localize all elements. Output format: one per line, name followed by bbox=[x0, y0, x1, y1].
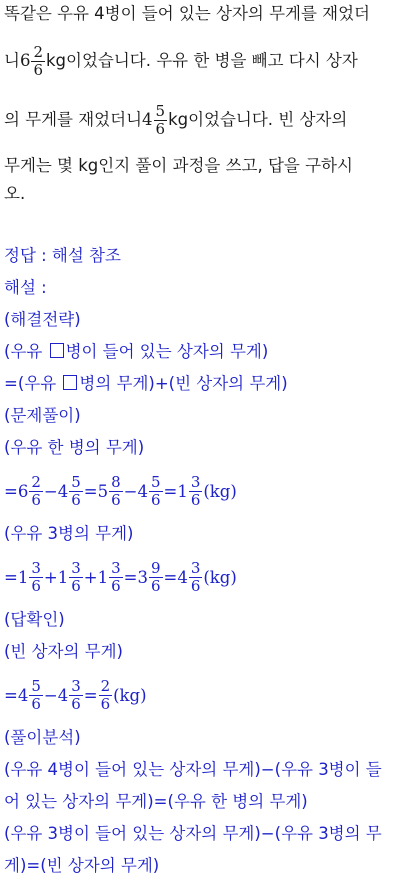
strategy-text: =(우유 bbox=[4, 374, 62, 393]
fraction-denominator: 6 bbox=[33, 60, 43, 79]
analysis-title: (풀이분석) bbox=[4, 728, 81, 747]
question-text: 의 무게를 재었더니 bbox=[4, 110, 143, 129]
fraction bbox=[69, 678, 83, 713]
fraction-denominator: 6 bbox=[190, 576, 201, 595]
equals-sign: = bbox=[83, 685, 98, 705]
question bbox=[4, 0, 396, 212]
mixed-number-whole: 1 bbox=[57, 567, 69, 587]
fraction-numerator: 2 bbox=[100, 676, 111, 695]
equation-1 bbox=[4, 464, 396, 518]
fraction-numerator: 5 bbox=[71, 472, 81, 491]
fraction-denominator: 6 bbox=[111, 490, 121, 509]
mixed-number-whole: 4 bbox=[17, 685, 29, 705]
fraction-numerator: 3 bbox=[190, 472, 201, 491]
question-text: kg이었습니다. 빈 상자의 bbox=[168, 110, 348, 129]
equals-sign: = bbox=[123, 567, 138, 587]
fraction bbox=[31, 44, 45, 79]
fraction-numerator: 5 bbox=[31, 676, 41, 695]
strategy-title: (해결전략) bbox=[4, 310, 81, 329]
equals-sign: = bbox=[4, 685, 18, 705]
check-title: (답확인) bbox=[4, 610, 65, 629]
unit-label: (kg) bbox=[203, 567, 237, 587]
fraction-numerator: 3 bbox=[190, 558, 201, 577]
analysis-line: (우유 4병이 들어 있는 상자의 무게)−(우유 3병이 들 bbox=[4, 760, 382, 779]
question-line bbox=[4, 92, 396, 148]
answer-label: 정답 : 해설 참조 bbox=[4, 246, 121, 265]
unit-label: (kg) bbox=[203, 481, 237, 501]
step-label: (빈 상자의 무게) bbox=[4, 642, 123, 661]
strategy-text: 병이 들어 있는 상자의 무게) bbox=[65, 342, 269, 361]
step-label: (우유 한 병의 무게) bbox=[4, 438, 145, 457]
fraction bbox=[69, 474, 83, 509]
equals-sign: = bbox=[4, 481, 18, 501]
analysis-line: 어 있는 상자의 무게)=(우유 한 병의 무게) bbox=[4, 792, 308, 811]
fraction-numerator: 8 bbox=[111, 472, 121, 491]
fraction-numerator: 2 bbox=[33, 42, 43, 61]
fraction bbox=[29, 678, 43, 713]
fraction-numerator: 5 bbox=[150, 472, 161, 491]
fraction bbox=[149, 474, 163, 509]
mixed-number-whole: 1 bbox=[17, 567, 29, 587]
fraction-numerator: 5 bbox=[155, 101, 166, 120]
fraction-numerator: 3 bbox=[111, 558, 121, 577]
fraction-numerator: 3 bbox=[71, 558, 81, 577]
fraction-denominator: 6 bbox=[31, 490, 41, 509]
fraction-numerator: 2 bbox=[31, 472, 41, 491]
analysis-line: (우유 3병이 들어 있는 상자의 무게)−(우유 3병의 무 bbox=[4, 824, 382, 843]
minus-sign: − bbox=[43, 685, 58, 705]
mixed-number-whole: 6 bbox=[17, 481, 29, 501]
step-label: (우유 3병의 무게) bbox=[4, 524, 134, 543]
mixed-number-whole: 4 bbox=[142, 110, 153, 129]
equals-sign: = bbox=[163, 567, 178, 587]
equation-2 bbox=[4, 550, 396, 604]
question-line: 오. bbox=[4, 184, 26, 203]
fraction bbox=[29, 474, 43, 509]
fraction-numerator: 3 bbox=[71, 676, 81, 695]
fraction-denominator: 6 bbox=[71, 490, 81, 509]
fraction-numerator: 3 bbox=[31, 558, 41, 577]
fraction bbox=[149, 560, 163, 595]
question-text: kg이었습니다. 우유 한 병을 빼고 다시 상자 bbox=[46, 51, 358, 70]
strategy-text: 병의 무게)+(빈 상자의 무게) bbox=[79, 374, 288, 393]
question-line: 무게는 몇 kg인지 풀이 과정을 쓰고, 답을 구하시 bbox=[4, 156, 353, 175]
blank-box-icon bbox=[50, 343, 64, 358]
mixed-number-whole: 4 bbox=[137, 481, 148, 501]
unit-label: (kg) bbox=[113, 685, 147, 705]
fraction-denominator: 6 bbox=[150, 576, 161, 595]
problem-title: (문제풀이) bbox=[4, 406, 81, 425]
equation-3 bbox=[4, 668, 396, 722]
fraction bbox=[29, 560, 43, 595]
plus-sign: + bbox=[43, 567, 58, 587]
fraction-denominator: 6 bbox=[190, 490, 201, 509]
fraction bbox=[189, 474, 203, 509]
mixed-number-whole: 1 bbox=[97, 567, 109, 587]
fraction bbox=[69, 560, 83, 595]
question-text: 니 bbox=[4, 51, 20, 70]
explanation-label: 해설 : bbox=[4, 278, 47, 297]
fraction-denominator: 6 bbox=[111, 576, 121, 595]
mixed-number-whole: 5 bbox=[97, 481, 109, 501]
fraction-denominator: 6 bbox=[71, 694, 81, 713]
fraction bbox=[109, 560, 123, 595]
fraction-denominator: 6 bbox=[100, 694, 111, 713]
mixed-number-whole: 4 bbox=[57, 481, 69, 501]
fraction bbox=[189, 560, 203, 595]
fraction-denominator: 6 bbox=[31, 576, 41, 595]
minus-sign: − bbox=[123, 481, 138, 501]
fraction-denominator: 6 bbox=[150, 490, 161, 509]
question-line: 똑같은 우유 4병이 들어 있는 상자의 무게를 재었더 bbox=[4, 4, 370, 23]
mixed-number-whole: 3 bbox=[137, 567, 148, 587]
fraction bbox=[154, 103, 168, 138]
equals-sign: = bbox=[163, 481, 178, 501]
plus-sign: + bbox=[83, 567, 98, 587]
mixed-number-whole: 4 bbox=[177, 567, 188, 587]
minus-sign: − bbox=[43, 481, 58, 501]
strategy-line bbox=[4, 368, 396, 400]
equals-sign: = bbox=[83, 481, 98, 501]
fraction-denominator: 6 bbox=[71, 576, 81, 595]
question-line bbox=[4, 30, 396, 92]
equals-sign: = bbox=[4, 567, 18, 587]
strategy-line bbox=[4, 336, 396, 368]
mixed-number-whole: 1 bbox=[177, 481, 188, 501]
solution bbox=[4, 240, 396, 882]
fraction bbox=[99, 678, 113, 713]
analysis-line: 게)=(빈 상자의 무게) bbox=[4, 856, 160, 875]
mixed-number-whole: 6 bbox=[19, 51, 31, 70]
fraction-denominator: 6 bbox=[155, 119, 166, 138]
fraction-numerator: 9 bbox=[150, 558, 161, 577]
fraction bbox=[109, 474, 123, 509]
fraction-denominator: 6 bbox=[31, 694, 41, 713]
strategy-text: (우유 bbox=[4, 342, 48, 361]
blank-box-icon bbox=[63, 375, 77, 390]
mixed-number-whole: 4 bbox=[57, 685, 69, 705]
